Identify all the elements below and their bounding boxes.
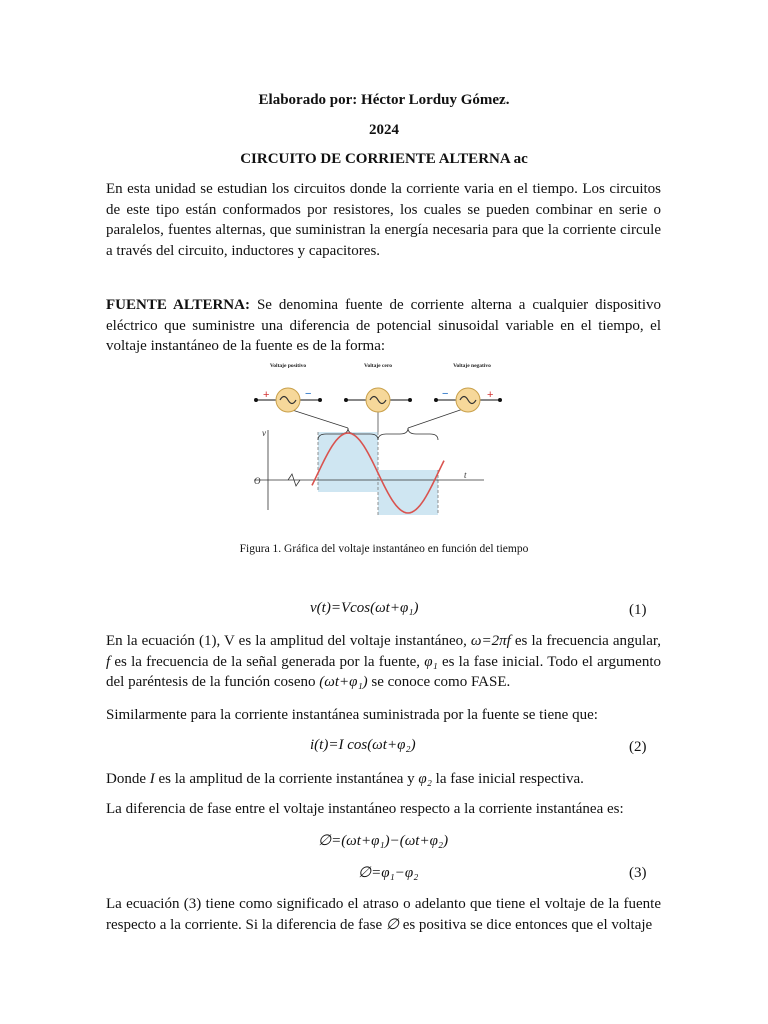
equation-1: v(t)=Vcos(ωt+φ₁) [310, 600, 419, 616]
source-zero [344, 363, 412, 412]
phi2-symbol: φ₂ [418, 771, 432, 787]
label-voltaje-positivo: Voltaje positivo [269, 363, 307, 369]
equation-3b: ∅=φ₁−φ₂ [358, 865, 419, 881]
equation-3-number: (3) [629, 865, 647, 881]
svg-text:−: − [442, 388, 449, 400]
phase-arg: (ωt+φ₁) [319, 674, 368, 690]
t-axis-label: t [464, 470, 467, 480]
voltage-figure [248, 360, 520, 520]
eq1-explanation: En la ecuación (1), V es la amplitud del voltaje instantáneo, ω=2πf es la frecuencia angular, f es la frecuencia de la señal generada por la fuente, φ₁ es la fase inicial. Todo el argumento del paréntesis de la función coseno (ωt+φ₁) se conoce como FASE. [106, 633, 661, 690]
document-title: CIRCUITO DE CORRIENTE ALTERNA ac [240, 151, 528, 167]
year-line: 2024 [369, 122, 399, 138]
phase-diff-symbol: ∅ [385, 916, 399, 933]
phi1-symbol: φ₁ [424, 653, 438, 670]
donde-paragraph: Donde I es la amplitud de la corriente instantánea y φ₂ la fase inicial respectiva. [106, 771, 584, 787]
source-positive [254, 363, 322, 412]
fuente-text: Se denomina fuente de corriente alterna a cualquier dispositivo eléctrico que suministre una diferencia de potencial sinusoidal variable en el tiempo, el voltaje instantáneo de la fuente es de la forma: [106, 297, 661, 354]
I-symbol: I [149, 771, 155, 787]
source-negative [434, 363, 502, 412]
fuente-paragraph [106, 295, 661, 357]
figure-caption: Figura 1. Gráfica del voltaje instantáneo en función del tiempo [239, 543, 529, 555]
positive-shade [318, 432, 378, 492]
fuente-label: FUENTE ALTERNA: [106, 297, 250, 313]
f-symbol: f [106, 653, 111, 670]
author-line: Elaborado por: Héctor Lorduy Gómez. [258, 92, 510, 108]
difference-paragraph: La diferencia de fase entre el voltaje instantáneo respecto a la corriente instantánea es: [106, 801, 624, 817]
intro-paragraph: En esta unidad se estudian los circuitos donde la corriente varia en el tiempo. Los circuitos de este tipo están conformados por resistores, los cuales se pueden combinar en serie o paralelos, fuentes alternas, que suministran la energía necesaria para que la corriente circule a través del circuito, inductores y capacitores. [106, 181, 661, 259]
final-paragraph: La ecuación (3) tiene como significado el atraso o adelanto que tiene el voltaje de la fuente respecto a la corriente. Si la diferencia de fase ∅ es positiva se dice entonces que el voltaje [106, 896, 661, 933]
svg-text:+: + [487, 389, 494, 401]
omega-expr: ω=2πf [470, 633, 511, 649]
equation-2-number: (2) [629, 739, 647, 755]
similar-paragraph: Similarmente para la corriente instantánea suministrada por la fuente se tiene que: [106, 707, 598, 723]
v-axis-label: v [262, 428, 266, 438]
brace-negative [378, 428, 438, 440]
equation-2: i(t)=I cos(ωt+φ₂) [310, 737, 416, 753]
svg-text:+: + [263, 389, 270, 401]
equation-3a: ∅=(ωt+φ₁)−(ωt+φ₂) [318, 833, 449, 849]
equation-1-number: (1) [629, 602, 647, 618]
label-voltaje-negativo: Voltaje negativo [453, 363, 491, 369]
svg-text:−: − [305, 388, 312, 400]
label-voltaje-cero: Voltaje cero [364, 363, 392, 369]
origin-label: O [254, 476, 261, 486]
